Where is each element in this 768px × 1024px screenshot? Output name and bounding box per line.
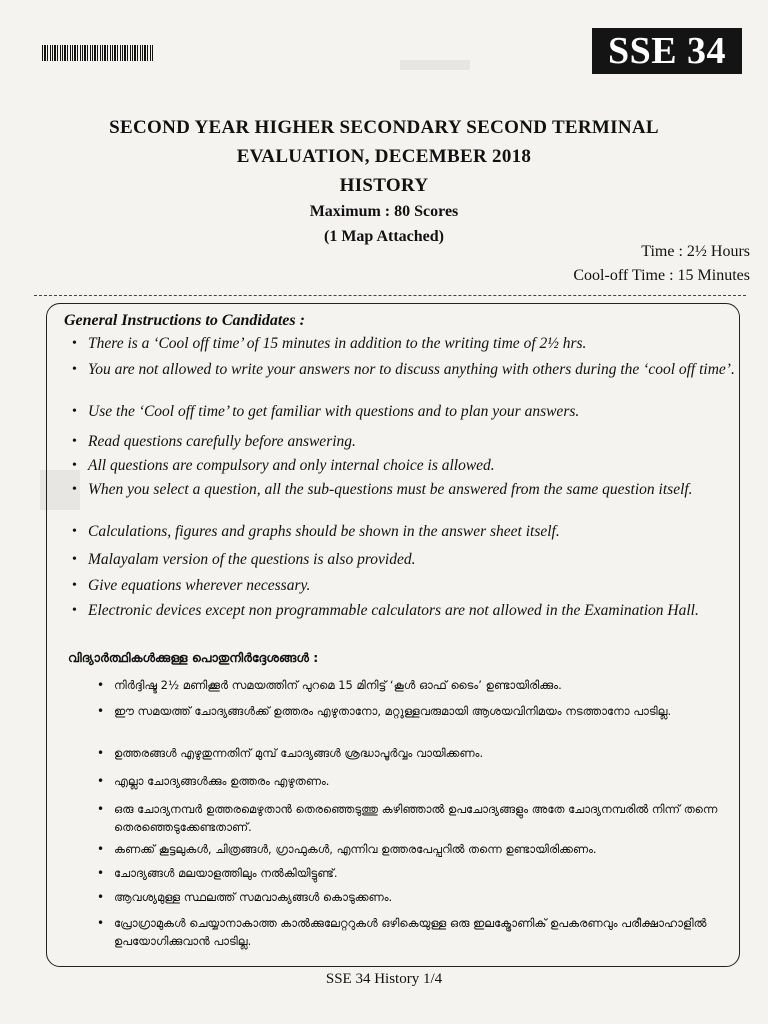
bullet-icon: •	[97, 746, 105, 760]
cool-off-time: Cool-off Time : 15 Minutes	[573, 267, 750, 284]
bullet-icon: •	[97, 802, 105, 816]
bullet-icon: •	[97, 704, 105, 718]
bleed-through-mark	[400, 60, 470, 70]
instruction-item: • Calculations, figures and graphs should be shown in the answer sheet itself.	[72, 523, 560, 540]
instruction-item: • Use the ‘Cool off time’ to get familiar with questions and to plan your answers.	[72, 403, 580, 420]
bullet-icon: •	[72, 404, 77, 419]
instruction-item: • All questions are compulsory and only internal choice is allowed.	[72, 457, 495, 474]
bullet-icon: •	[97, 890, 105, 904]
divider	[34, 295, 746, 296]
bullet-icon: •	[97, 774, 105, 788]
malayalam-instruction-item: • നിർദ്ദിഷ്ട 2½ മണിക്കൂർ സമയത്തിന് പുറമെ 15 മിനിട്ട് ‘കൂൾ ഓഫ് ടൈം’ ഉണ്ടായിരിക്കും.	[97, 678, 562, 692]
instruction-item: • Give equations wherever necessary.	[72, 577, 311, 594]
instructions-heading: General Instructions to Candidates :	[64, 312, 305, 329]
malayalam-instruction-item: • ചോദ്യങ്ങൾ മലയാളത്തിലും നൽകിയിട്ടുണ്ട്.	[97, 866, 338, 880]
malayalam-instruction-item: • എല്ലാ ചോദ്യങ്ങൾക്കും ഉത്തരം എഴുതണം.	[97, 774, 330, 788]
malayalam-instruction-item: • പ്രോഗ്രാമുകൾ ചെയ്യാനാകാത്ത കാൽക്കുലേറ്ററുകൾ ഒഴികെയുള്ള ഒരു ഇലക്ട്രോണിക് ഉപകരണവും പരീക്ഷാഹാളിൽ ഉപയോഗിക്കുവാൻ പാടില്ല.	[97, 916, 707, 948]
barcode	[42, 45, 154, 61]
bullet-icon: •	[72, 362, 77, 377]
subject-title: HISTORY	[339, 175, 429, 196]
max-scores: Maximum : 80 Scores	[309, 203, 459, 220]
malayalam-instruction-item: • കണക്ക് കൂട്ടലുകൾ, ചിത്രങ്ങൾ, ഗ്രാഫുകൾ, എന്നിവ ഉത്തരപേപ്പറിൽ തന്നെ ഉണ്ടായിരിക്കണം.	[97, 842, 597, 856]
instruction-item: • Read questions carefully before answering.	[72, 433, 356, 450]
exam-title-line1: SECOND YEAR HIGHER SECONDARY SECOND TERMINAL	[109, 117, 659, 138]
bullet-icon: •	[72, 552, 77, 567]
bullet-icon: •	[72, 336, 77, 351]
exam-title-line2: EVALUATION, DECEMBER 2018	[236, 146, 532, 167]
malayalam-instruction-item: • ഒരു ചോദ്യനമ്പർ ഉത്തരമെഴുതാൻ തെരഞ്ഞെടുത്തു കഴിഞ്ഞാൽ ഉപചോദ്യങ്ങളും അതേ ചോദ്യനമ്പരിൽ നിന്ന് തന്നെ തെരഞ്ഞെടുക്കേണ്ടതാണ്.	[97, 802, 718, 834]
malayalam-instructions-heading: വിദ്യാർത്ഥികൾക്കുള്ള പൊതുനിർദ്ദേശങ്ങൾ :	[68, 650, 319, 665]
bullet-icon: •	[97, 866, 105, 880]
bullet-icon: •	[72, 482, 77, 497]
malayalam-instruction-item: • ഈ സമയത്ത് ചോദ്യങ്ങൾക്ക് ഉത്തരം എഴുതാനോ, മറ്റുള്ളവരുമായി ആശയവിനിമയം നടത്താനോ പാടില്ല.	[97, 704, 672, 718]
instruction-item: • When you select a question, all the sub-questions must be answered from the same question itself.	[72, 481, 693, 498]
bullet-icon: •	[72, 578, 77, 593]
page-footer: SSE 34 History 1/4	[325, 971, 443, 987]
instruction-item: • Malayalam version of the questions is also provided.	[72, 551, 416, 568]
bullet-icon: •	[72, 458, 77, 473]
instruction-item: • You are not allowed to write your answers nor to discuss anything with others during the ‘cool off time’.	[72, 361, 735, 378]
bullet-icon: •	[97, 916, 105, 930]
bullet-icon: •	[72, 434, 77, 449]
bullet-icon: •	[97, 678, 105, 692]
time-allowed: Time : 2½ Hours	[641, 243, 750, 260]
instruction-item: • Electronic devices except non programmable calculators are not allowed in the Examination Hall.	[72, 602, 699, 619]
malayalam-instruction-item: • ഉത്തരങ്ങൾ എഴുതുന്നതിന് മുമ്പ് ചോദ്യങ്ങൾ ശ്രദ്ധാപൂർവ്വം വായിക്കണം.	[97, 746, 484, 760]
bullet-icon: •	[97, 842, 105, 856]
bullet-icon: •	[72, 524, 77, 539]
map-note: (1 Map Attached)	[324, 228, 444, 245]
instruction-item: • There is a ‘Cool off time’ of 15 minutes in addition to the writing time of 2½ hrs.	[72, 335, 587, 352]
malayalam-instruction-item: • ആവശ്യമുള്ള സ്ഥലത്ത് സമവാക്യങ്ങൾ കൊടുക്കണം.	[97, 890, 393, 904]
paper-code-badge: SSE 34	[592, 28, 742, 74]
bullet-icon: •	[72, 603, 77, 618]
